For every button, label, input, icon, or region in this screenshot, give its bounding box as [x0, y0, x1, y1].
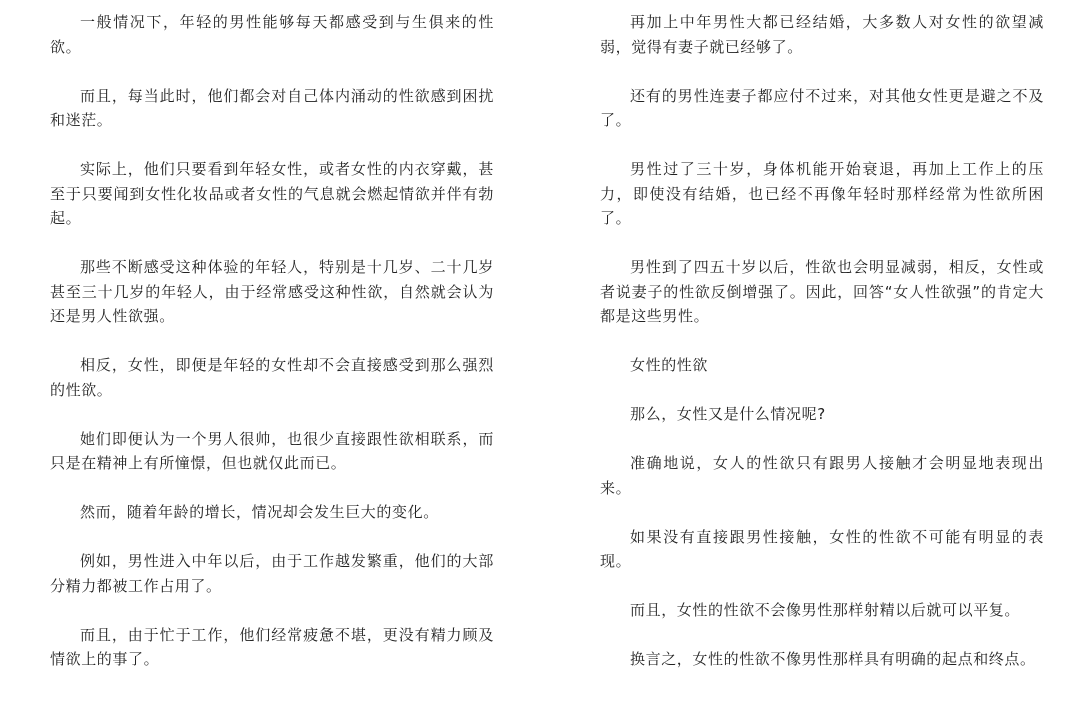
- paragraph: 准确地说，女人的性欲只有跟男人接触才会明显地表现出来。: [600, 454, 1044, 497]
- paragraph: 而且，女性的性欲不会像男性那样射精以后就可以平复。: [630, 601, 1021, 619]
- paragraph: 而且，每当此时，他们都会对自己体内涌动的性欲感到困扰和迷茫。: [50, 86, 494, 129]
- paragraph: 然而，随着年龄的增长，情况却会发生巨大的变化。: [80, 503, 439, 521]
- paragraph: 例如，男性进入中年以后，由于工作越发繁重，他们的大部分精力都被工作占用了。: [50, 552, 494, 595]
- paragraph: 换言之，女性的性欲不像男性那样具有明确的起点和终点。: [630, 650, 1036, 668]
- paragraph: 一般情况下，年轻的男性能够每天都感受到与生俱来的性欲。: [50, 13, 494, 56]
- paragraph: 她们即便认为一个男人很帅，也很少直接跟性欲相联系，而只是在精神上有所憧憬，但也就仅此而已。: [50, 429, 494, 472]
- paragraph: 男性到了四五十岁以后，性欲也会明显减弱，相反，女性或者说妻子的性欲反倒增强了。因此，回答“女人性欲强”的肯定大都是这些男性。: [600, 258, 1044, 325]
- left-text-column: [50, 10, 494, 696]
- paragraph: 那么，女性又是什么情况呢?: [630, 405, 826, 423]
- paragraph: 而且，由于忙于工作，他们经常疲惫不堪，更没有精力顾及情欲上的事了。: [50, 625, 494, 668]
- paragraph: 男性过了三十岁，身体机能开始衰退，再加上工作上的压力，即使没有结婚，也已经不再像年轻时那样经常为性欲所困了。: [600, 160, 1044, 227]
- paragraph: 相反，女性，即便是年轻的女性却不会直接感受到那么强烈的性欲。: [50, 356, 494, 399]
- right-text-column: [600, 10, 1044, 696]
- paragraph: 那些不断感受这种体验的年轻人，特别是十几岁、二十几岁甚至三十几岁的年轻人，由于经常感受这种性欲，自然就会认为还是男人性欲强。: [50, 258, 494, 325]
- paragraph: 还有的男性连妻子都应付不过来，对其他女性更是避之不及了。: [600, 86, 1044, 129]
- section-heading: 女性的性欲: [630, 356, 709, 374]
- paragraph: 实际上，他们只要看到年轻女性，或者女性的内衣穿戴，甚至于只要闻到女性化妆品或者女性的气息就会燃起情欲并伴有勃起。: [50, 160, 494, 227]
- paragraph: 如果没有直接跟男性接触，女性的性欲不可能有明显的表现。: [600, 527, 1044, 570]
- paragraph: 再加上中年男性大都已经结婚，大多数人对女性的欲望减弱，觉得有妻子就已经够了。: [600, 13, 1044, 56]
